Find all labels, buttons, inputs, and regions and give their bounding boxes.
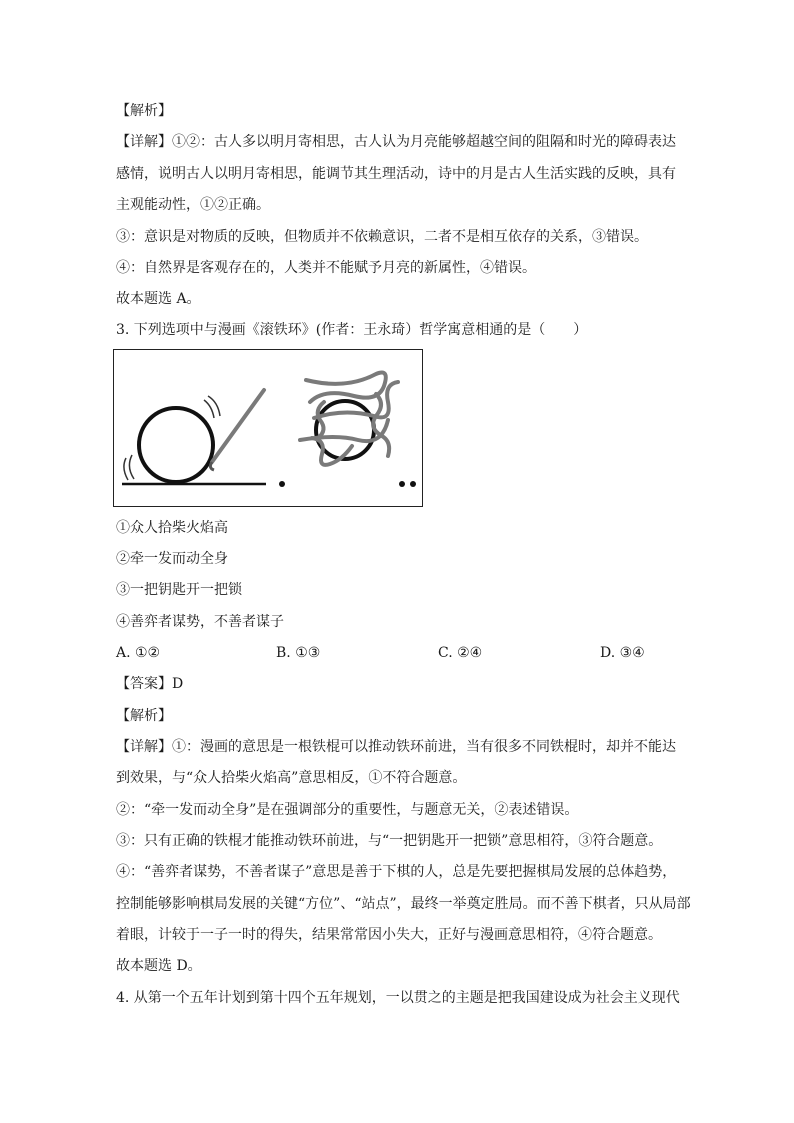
q3-analysis-label: 【解析】 (116, 708, 172, 724)
q3-detail-line-6: 控制能够影响棋局发展的关键“方位”、“站点”，最终一举奠定胜局。而不善下棋者，只从局部 (116, 896, 691, 912)
q3-detail-line-1: 【详解】①：漫画的意思是一根铁棍可以推动铁环前进，当有很多不同铁棍时，却并不能达 (116, 739, 676, 755)
motion-line-1 (204, 400, 214, 418)
q3-detail-line-7: 着眼，计较于一子一时的得失，结果常常因小失大，正好与漫画意思相符，④符合题意。 (116, 927, 662, 943)
q4-stem: 4. 从第一个五年计划到第十四个五年规划，一以贯之的主题是把我国建设成为社会主义现代 (116, 990, 680, 1006)
q3-detail-line-3: ②：“牵一发而动全身”是在强调部分的重要性，与题意无关，②表述错误。 (116, 802, 579, 818)
q3-answer: 【答案】D (116, 676, 184, 692)
dot-right-1 (399, 481, 405, 487)
q2-conclusion: 故本题选 A。 (116, 291, 201, 307)
q3-option-a: A. ①② (116, 645, 161, 661)
hoop-left (139, 408, 213, 482)
q3-conclusion: 故本题选 D。 (116, 958, 202, 974)
q3-item-3: ③一把钥匙开一把锁 (116, 582, 242, 598)
q3-detail-line-2: 到效果，与“众人拾柴火焰高”意思相反，①不符合题意。 (116, 770, 467, 786)
q3-item-1: ①众人拾柴火焰高 (116, 520, 228, 536)
dot-left (279, 481, 285, 487)
q3-detail-line-5: ④：“善弈者谋势，不善者谋子”意思是善于下棋的人，总是先要把握棋局发展的总体趋势， (116, 864, 677, 880)
q3-item-2: ②牵一发而动全身 (116, 551, 228, 567)
q2-detail-line-2: 感情，说明古人以明月寄相思，能调节其生理活动，诗中的月是古人生活实践的反映，具有 (116, 166, 676, 182)
q2-detail-line-4: ③：意识是对物质的反映，但物质并不依赖意识，二者不是相互依存的关系，③错误。 (116, 229, 648, 245)
q3-stem: 3. 下列选项中与漫画《滚铁环》(作者：王永琦）哲学寓意相通的是（ ） (116, 322, 588, 338)
q3-option-b: B. ①③ (276, 645, 321, 661)
cartoon-rolling-hoop (113, 349, 423, 507)
q2-detail-line-5: ④：自然界是客观存在的，人类并不能赋予月亮的新属性，④错误。 (116, 260, 536, 276)
rod-left (212, 390, 264, 462)
q2-detail-line-1: 【详解】①②：古人多以明月寄相思，古人认为月亮能够超越空间的阻隔和时光的障碍表达 (116, 134, 676, 150)
motion-line-3 (129, 455, 134, 479)
cartoon-illustration (114, 350, 422, 506)
q3-detail-line-4: ③：只有正确的铁棍才能推动铁环前进，与“一把钥匙开一把锁”意思相符，③符合题意。 (116, 833, 663, 849)
q3-option-c: C. ②④ (438, 645, 483, 661)
dot-right-2 (410, 481, 416, 487)
q3-option-d: D. ③④ (600, 645, 645, 661)
motion-line-4 (124, 458, 128, 480)
tangled-rod-1 (306, 373, 386, 403)
q2-analysis-label: 【解析】 (116, 103, 172, 119)
q2-detail-line-3: 主观能动性，①②正确。 (116, 197, 270, 213)
q3-item-4: ④善弈者谋势，不善者谋子 (116, 614, 284, 630)
tangled-rod-5 (318, 402, 324, 438)
